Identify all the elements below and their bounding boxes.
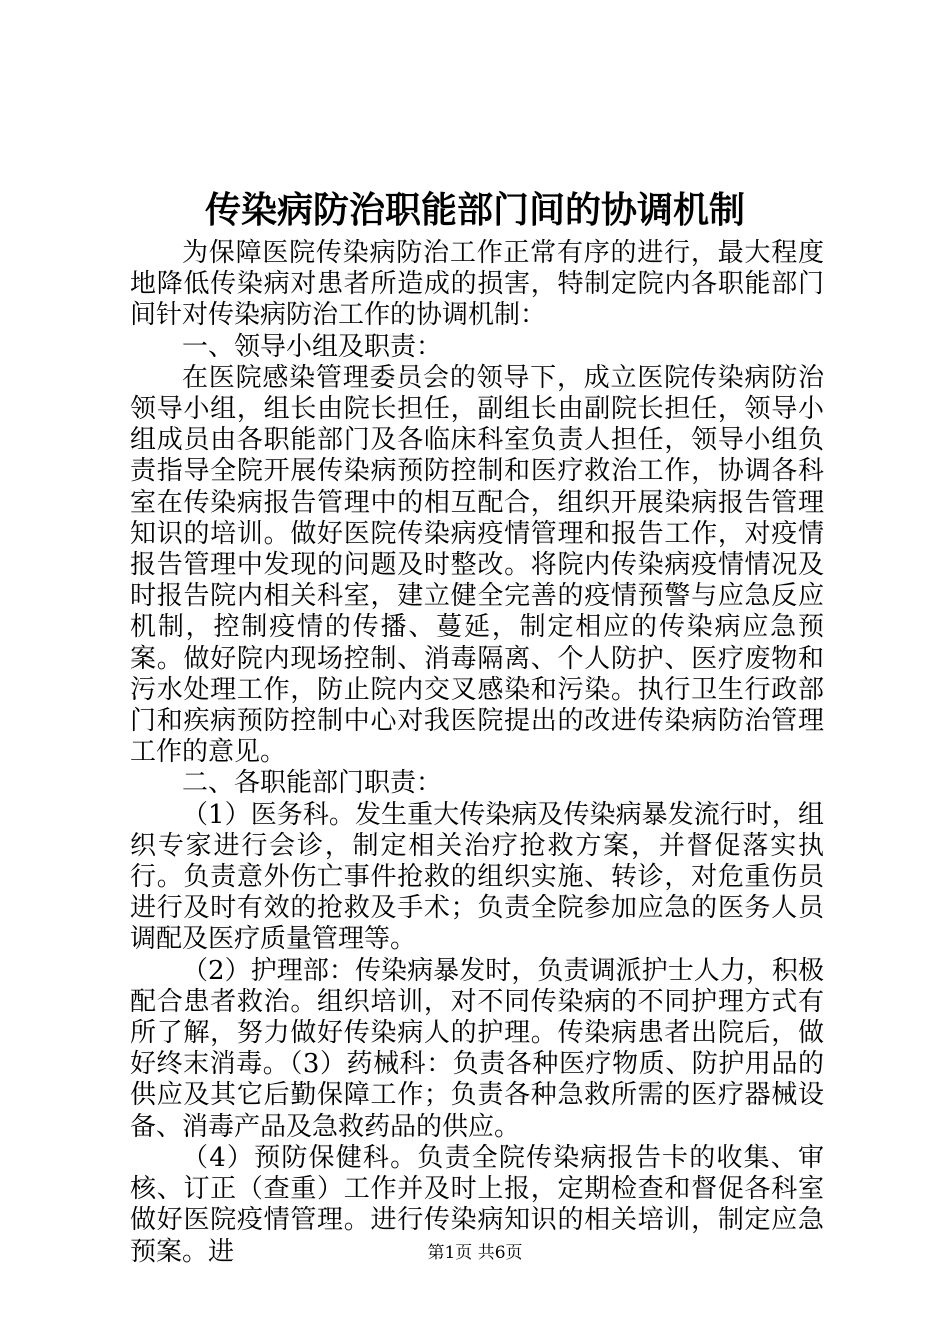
leadership-paragraph: 在医院感染管理委员会的领导下，成立医院传染病防治领导小组，组长由院长担任，副组长由副院长担任，领导小组成员由各职能部门及各临床科室负责人担任，领导小组负责指导全院开展传染病预防控制和医疗救治工作，协调各科室在传染病报告管理中的相互配合，组织开展染病报告管理知识的培训。做好医院传染病疫情管理和报告工作，对疫情报告管理中发现的问题及时整改。将院内传染病疫情情况及时报告院内相关科室，建立健全完善的疫情预警与应急反应机制，控制疫情的传播、蔓延，制定相应的传染病应急预案。做好院内现场控制、消毒隔离、个人防护、医疗废物和污水处理工作，防止院内交叉感染和污染。执行卫生行政部门和疾病预防控制中心对我医院提出的改进传染病防治管理工作的意见。 [130, 362, 824, 768]
page-number-footer: 第1页 共6页 [427, 1243, 523, 1263]
document-body [130, 238, 824, 1268]
medical-affairs-paragraph: （1）医务科。发生重大传染病及传染病暴发流行时，组织专家进行会诊，制定相关治疗抢救方案，并督促落实执行。负责意外伤亡事件抢救的组织实施、转诊，对危重伤员进行及时有效的抢救及手术；负责全院参加应急的医务人员调配及医疗质量管理等。 [130, 799, 824, 955]
intro-paragraph: 为保障医院传染病防治工作正常有序的进行，最大程度地降低传染病对患者所造成的损害，特制定院内各职能部门间针对传染病防治工作的协调机制： [130, 238, 824, 331]
section-heading-leadership: 一、领导小组及职责： [182, 331, 443, 362]
document-title: 传染病防治职能部门间的协调机制 [204, 189, 745, 231]
nursing-pharmacy-paragraph: （2）护理部：传染病暴发时，负责调派护士人力，积极配合患者救治。组织培训，对不同传染病的不同护理方式有所了解，努力做好传染病人的护理。传染病患者出院后，做好终末消毒。（3）药械科：负责各种医疗物质、防护用品的供应及其它后勤保障工作；负责各种急救所需的医疗器械设备、消毒产品及急救药品的供应。 [130, 955, 824, 1142]
preventive-care-paragraph: （4）预防保健科。负责全院传染病报告卡的收集、审核、订正（查重）工作并及时上报，定期检查和督促各科室做好医院疫情管理。进行传染病知识的相关培训，制定应急预案。进 [130, 1142, 824, 1267]
section-heading-departments: 二、各职能部门职责： [182, 768, 443, 799]
